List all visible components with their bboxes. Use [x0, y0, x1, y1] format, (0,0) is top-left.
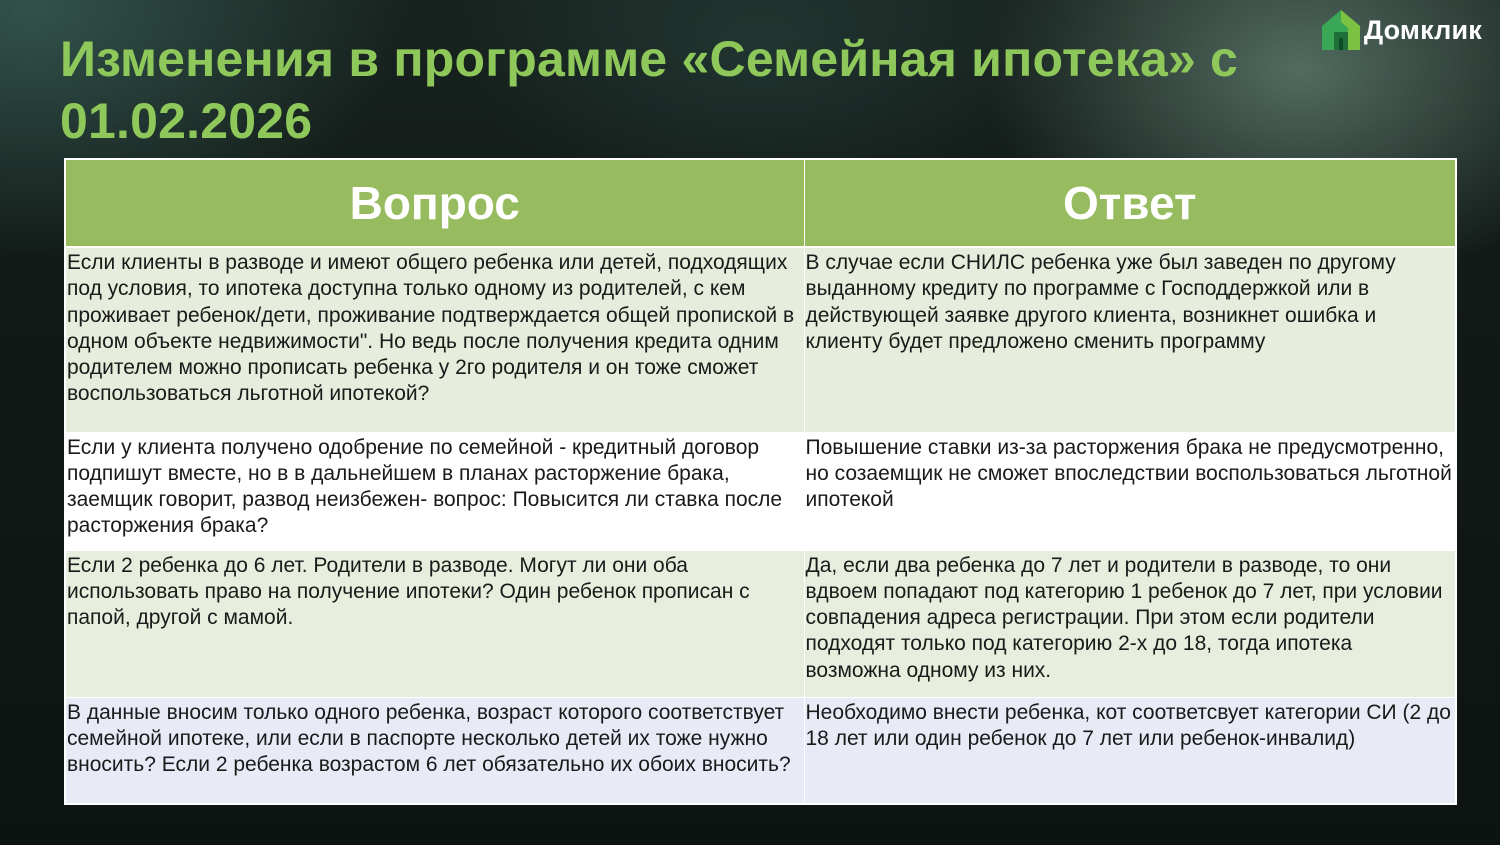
- answer-cell: Да, если два ребенка до 7 лет и родители в разводе, то они вдвоем попадают под категорию 1 ребенок до 7 лет, при условии совпадения адреса регистрации. При этом если родители подходят только под категорию 2-х до 18, тогда ипотека возможна одному из них.: [804, 550, 1456, 697]
- answer-cell: В случае если СНИЛС ребенка уже был заведен по другому выданному кредиту по программе с Господдержкой или в действующей заявке другого клиента, возникнет ошибка и клиенту будет предложено сменить программу: [804, 247, 1456, 432]
- header-question: Вопрос: [65, 159, 804, 247]
- answer-cell: Повышение ставки из-за расторжения брака не предусмотренно, но созаемщик не сможет впоследствии воспользоваться льготной ипотекой: [804, 432, 1456, 550]
- question-cell: Если 2 ребенка до 6 лет. Родители в разводе. Могут ли они оба использовать право на получение ипотеки? Один ребенок прописан с папой, другой с мамой.: [65, 550, 804, 697]
- table-header-row: [65, 159, 1456, 247]
- header-answer: Ответ: [804, 159, 1456, 247]
- question-cell: В данные вносим только одного ребенка, возраст которого соответствует семейной ипотеке, или если в паспорте несколько детей их тоже нужно вносить? Если 2 ребенка возрастом 6 лет обязательно их обоих вносить?: [65, 697, 804, 804]
- slide-title: Изменения в программе «Семейная ипотека» с 01.02.2026: [60, 31, 1239, 149]
- answer-cell: Необходимо внести ребенка, кот соответсвует категории СИ (2 до 18 лет или один ребенок до 7 лет или ребенок-инвалид): [804, 697, 1456, 804]
- table-row: [65, 697, 1456, 804]
- faq-table: [64, 158, 1457, 805]
- table-row: [65, 432, 1456, 550]
- question-cell: Если у клиента получено одобрение по семейной - кредитный договор подпишут вместе, но в в дальнейшем в планах расторжение брака, заемщик говорит, развод неизбежен- вопрос: Повысится ли ставка после расторжения брака?: [65, 432, 804, 550]
- table-row: [65, 550, 1456, 697]
- house-logo-icon: [1320, 8, 1362, 52]
- logo-text: Домклик: [1363, 14, 1482, 45]
- domclick-logo: [1320, 6, 1482, 54]
- table-row: [65, 247, 1456, 432]
- question-cell: Если клиенты в разводе и имеют общего ребенка или детей, подходящих под условия, то ипотека доступна только одному из родителей, с кем проживает ребенок/дети, проживание подтверждается общей пропиской в одном объекте недвижимости". Но ведь после получения кредита одним родителем можно прописать ребенка у 2го родителя и он тоже сможет воспользоваться льготной ипотекой?: [65, 247, 804, 432]
